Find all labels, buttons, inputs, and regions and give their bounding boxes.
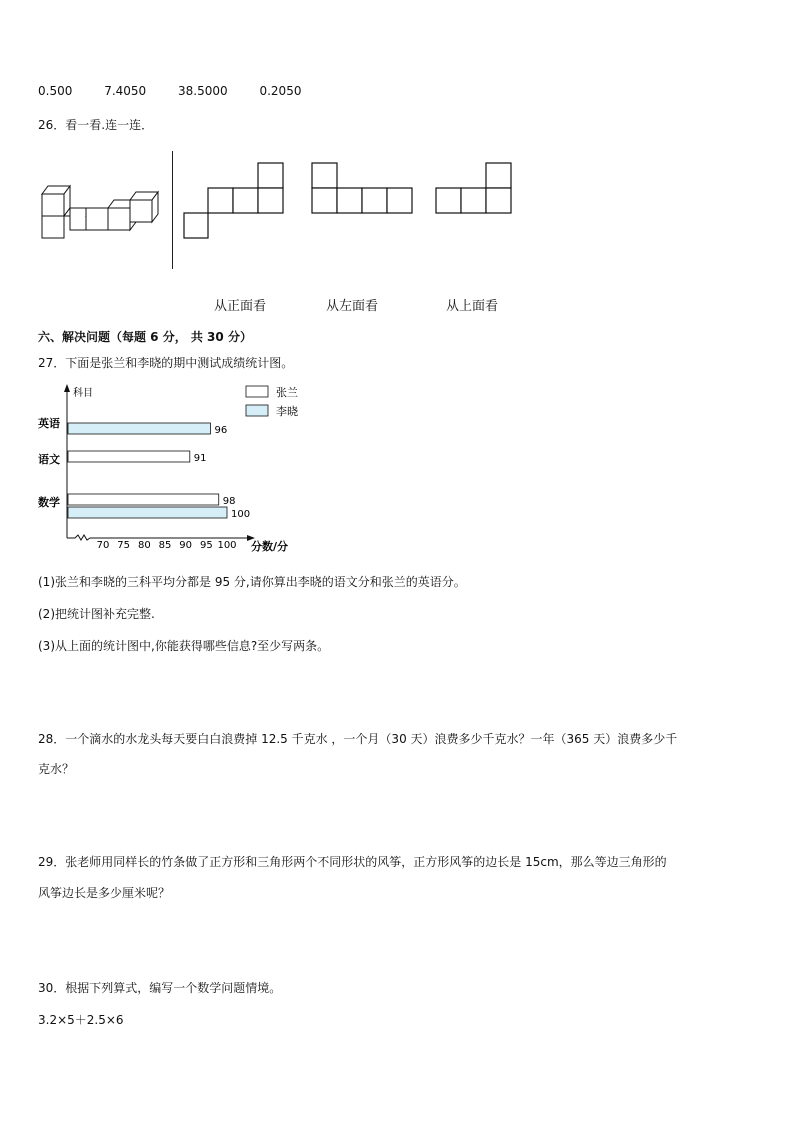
view-label-front: 从正面看 bbox=[214, 299, 267, 314]
x-tick-label: 95 bbox=[199, 540, 213, 551]
view-shape-2 bbox=[311, 162, 415, 216]
q30-stem: 30．根据下列算式，编写一个数学问题情境。 bbox=[38, 981, 282, 995]
number-3: 38.5000 bbox=[178, 84, 228, 98]
y-axis-arrow bbox=[64, 384, 70, 392]
x-tick-label: 90 bbox=[179, 540, 193, 551]
number-4: 0.2050 bbox=[259, 84, 302, 98]
category-label: 数学 bbox=[38, 496, 60, 509]
legend-swatch bbox=[246, 405, 268, 416]
legend-label: 李晓 bbox=[276, 405, 298, 418]
x-tick-label: 70 bbox=[96, 540, 110, 551]
category-label: 语文 bbox=[38, 453, 60, 466]
x-tick-label: 75 bbox=[117, 540, 131, 551]
y-axis-title: 科目 bbox=[73, 388, 93, 399]
view-shape-3 bbox=[435, 162, 515, 216]
q26-stem: 26．看一看.连一连． bbox=[38, 118, 154, 132]
q29-line1: 29．张老师用同样长的竹条做了正方形和三角形两个不同形状的风筝，正方形风筝的边长是 15cm，那么等边三角形的 bbox=[38, 855, 667, 869]
bar bbox=[68, 494, 219, 505]
cube-figure bbox=[36, 180, 160, 242]
x-axis-title: 分数/分 bbox=[251, 540, 289, 553]
view-shape-1 bbox=[183, 162, 285, 240]
number-2: 7.4050 bbox=[104, 84, 147, 98]
bar bbox=[68, 507, 227, 518]
bar-value-label: 91 bbox=[193, 453, 207, 464]
number-row bbox=[38, 84, 329, 98]
q27-sub2: (2)把统计图补充完整. bbox=[38, 607, 155, 621]
score-bar-chart bbox=[30, 380, 320, 560]
q27-sub3: (3)从上面的统计图中,你能获得哪些信息?至少写两条。 bbox=[38, 639, 330, 653]
bar bbox=[68, 423, 210, 434]
x-tick-label: 85 bbox=[158, 540, 172, 551]
bar-value-label: 100 bbox=[231, 509, 251, 520]
view-label-top: 从上面看 bbox=[446, 299, 499, 314]
view-label-left: 从左面看 bbox=[326, 299, 379, 314]
section-title: 六、解决问题（每题 6 分， 共 30 分） bbox=[38, 330, 252, 344]
x-tick-label: 100 bbox=[217, 540, 237, 551]
category-label: 英语 bbox=[38, 417, 60, 430]
q28-line1: 28．一个滴水的水龙头每天要白白浪费掉 12.5 千克水 ，一个月（30 天）浪费多少千克水？一年（365 天）浪费多少千 bbox=[38, 732, 678, 746]
divider-line bbox=[172, 151, 173, 269]
x-tick-label: 80 bbox=[137, 540, 151, 551]
legend-label: 张兰 bbox=[276, 386, 298, 399]
bar-value-label: 98 bbox=[222, 496, 236, 507]
bar bbox=[68, 451, 190, 462]
q30-expression: 3.2×5＋2.5×6 bbox=[38, 1013, 124, 1027]
bar-value-label: 96 bbox=[214, 425, 228, 436]
q27-stem: 27．下面是张兰和李晓的期中测试成绩统计图。 bbox=[38, 356, 294, 370]
number-1: 0.500 bbox=[38, 84, 73, 98]
q29-line2: 风筝边长是多少厘米呢？ bbox=[38, 886, 171, 900]
q28-line2: 克水？ bbox=[38, 762, 75, 776]
q27-sub1: (1)张兰和李晓的三科平均分都是 95 分,请你算出李晓的语文分和张兰的英语分。 bbox=[38, 575, 466, 589]
legend-swatch bbox=[246, 386, 268, 397]
